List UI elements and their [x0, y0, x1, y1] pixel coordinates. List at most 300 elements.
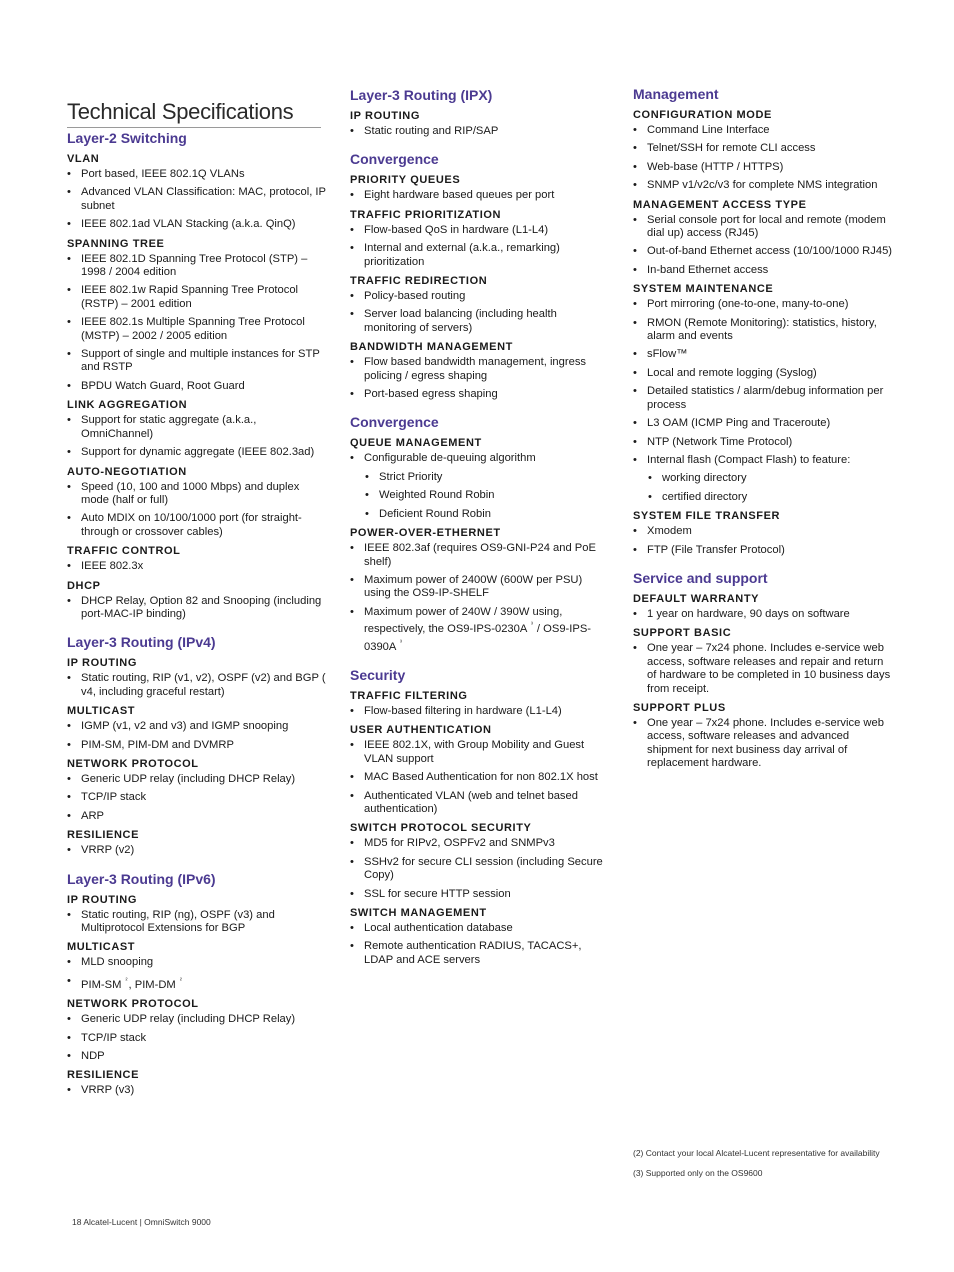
bullet-icon: • — [350, 189, 354, 202]
nested-list-item — [350, 471, 612, 484]
bullet-icon: • — [350, 922, 354, 934]
list-item-text: Authenticated VLAN (web and telnet based authentication) — [364, 789, 578, 815]
list-item — [633, 385, 895, 412]
bullet-icon: • — [350, 739, 354, 752]
bullet-icon: • — [67, 956, 71, 969]
list-item — [67, 284, 329, 311]
spec-group-configuration-mode — [633, 109, 895, 193]
spec-list — [633, 717, 895, 771]
list-item — [350, 790, 612, 817]
bullet-icon: • — [67, 560, 71, 573]
list-item — [350, 542, 612, 569]
list-item — [67, 316, 329, 343]
list-item — [633, 245, 895, 258]
bullet-icon: • — [350, 573, 354, 586]
list-item-text: TCP/IP stack — [81, 1031, 147, 1044]
list-item — [350, 388, 612, 401]
bullet-icon: • — [67, 974, 71, 987]
list-item-text: Configurable de-queuing algorithm — [364, 452, 536, 465]
list-item-text: IEEE 802.1w Rapid Spanning Tree Protocol (RSTP) – 2001 edition — [81, 284, 299, 310]
bullet-icon: • — [350, 855, 354, 868]
list-item-text: SSHv2 for secure CLI session (including Secure Copy) — [364, 855, 603, 882]
spec-group-management-access-type — [633, 199, 895, 278]
subheading: SUPPORT BASIC — [633, 627, 732, 640]
list-item — [67, 481, 329, 508]
list-item — [633, 298, 895, 311]
subheading: VLAN — [67, 153, 100, 165]
list-item-text: Xmodem — [647, 525, 692, 538]
list-item-text: Weighted Round Robin — [379, 489, 495, 502]
spec-column-3 — [633, 86, 895, 784]
list-item-text: Flow based bandwidth management, ingress policing / egress shaping — [364, 356, 587, 382]
section-title: Layer-3 Routing (IPv6) — [67, 870, 216, 887]
list-item-text: TCP/IP stack — [81, 791, 147, 804]
bullet-icon: • — [67, 186, 71, 199]
list-item-text: PIM-SM $^{^2}$, PIM-DM $^{^2}$ — [81, 977, 182, 991]
bullet-icon: • — [67, 512, 71, 525]
spec-group-priority-queues — [350, 174, 612, 202]
spec-group-vlan — [67, 153, 329, 232]
list-item — [350, 308, 612, 335]
list-item — [350, 888, 612, 901]
section-title: Convergence — [350, 151, 439, 168]
bullet-icon: • — [365, 470, 369, 483]
list-item — [67, 1084, 329, 1097]
subheading: POWER-OVER-ETHERNET — [350, 527, 501, 540]
list-item-text: VRRP (v2) — [81, 844, 135, 857]
spec-list — [350, 705, 612, 718]
list-item — [67, 348, 329, 375]
spec-list — [67, 560, 329, 573]
list-item — [67, 168, 329, 181]
list-item-text: Static routing, RIP (ng), OSPF (v3) and Multiprotocol Extensions for BGP — [81, 908, 275, 934]
spec-list — [350, 224, 612, 269]
list-item — [633, 348, 895, 361]
list-item — [67, 414, 329, 441]
list-item-text: IEEE 802.3af (requires OS9-GNI-P24 and PoE shelf) — [364, 542, 596, 568]
bullet-icon: • — [67, 791, 71, 804]
list-item — [67, 956, 329, 969]
bullet-icon: • — [648, 472, 652, 485]
bullet-icon: • — [350, 704, 354, 717]
subheading: IP ROUTING — [67, 893, 137, 906]
section-layer-3-routing-ipx — [350, 87, 612, 138]
section-title: Layer-2 Switching — [67, 130, 187, 146]
bullet-icon: • — [350, 605, 354, 618]
spec-group-ip-routing — [350, 110, 612, 138]
spec-group-ip-routing — [67, 657, 329, 699]
list-item-text: sFlow™ — [647, 348, 688, 361]
bullet-icon: • — [67, 772, 71, 785]
list-item — [67, 739, 329, 752]
subheading: RESILIENCE — [67, 829, 140, 842]
spec-list — [67, 956, 329, 992]
list-item-text: Maximum power of 2400W (600W per PSU) using the OS9-IP-SHELF — [364, 573, 583, 600]
list-item — [67, 975, 329, 992]
spec-group-multicast — [67, 941, 329, 992]
bullet-icon: • — [350, 223, 354, 236]
list-item-text: Static routing, RIP (v1, v2), OSPF (v2) and BGP ( v4, including graceful restart) — [81, 672, 326, 698]
list-item — [350, 224, 612, 237]
list-item-text: MLD snooping — [81, 956, 154, 969]
nested-list-item — [350, 508, 612, 521]
list-item — [633, 608, 895, 621]
spec-group-switch-management — [350, 907, 612, 967]
spec-group-spanning-tree — [67, 238, 329, 394]
list-item — [633, 525, 895, 538]
list-item-text: Strict Priority — [379, 470, 443, 483]
spec-list — [67, 672, 329, 699]
spec-list — [67, 168, 329, 232]
list-item-text: BPDU Watch Guard, Root Guard — [81, 379, 245, 392]
footnote-2: (2) Contact your local Alcatel-Lucent representative for availability — [633, 1148, 880, 1158]
list-item — [67, 810, 329, 823]
bullet-icon: • — [67, 594, 71, 607]
list-item — [633, 454, 895, 467]
list-item-text: Detailed statistics / alarm/debug information per process — [647, 385, 884, 411]
bullet-icon: • — [350, 356, 354, 369]
list-item — [67, 560, 329, 573]
list-item — [67, 773, 329, 786]
list-item-text: Port-based egress shaping — [364, 388, 498, 401]
section-title: Management — [633, 86, 719, 102]
list-item-text: working directory — [662, 472, 747, 485]
list-item-text: Remote authentication RADIUS, TACACS+, LDAP and ACE servers — [364, 940, 582, 966]
spec-list — [67, 414, 329, 459]
bullet-icon: • — [67, 480, 71, 493]
subheading: SYSTEM MAINTENANCE — [633, 283, 774, 296]
spec-list — [350, 189, 612, 202]
list-item-text: Port based, IEEE 802.1Q VLANs — [81, 168, 245, 180]
subheading: AUTO-NEGOTIATION — [67, 465, 187, 478]
list-item — [67, 720, 329, 733]
list-item — [67, 1050, 329, 1063]
bullet-icon: • — [350, 388, 354, 401]
spec-list — [633, 608, 895, 621]
list-item-text: Local and remote logging (Syslog) — [647, 366, 817, 379]
subheading: LINK AGGREGATION — [67, 399, 188, 412]
list-item-text: Speed (10, 100 and 1000 Mbps) and duplex mode (half or full) — [81, 480, 300, 506]
bullet-icon: • — [633, 348, 637, 361]
spec-group-switch-protocol-security — [350, 822, 612, 901]
list-item — [350, 452, 612, 465]
list-item — [633, 179, 895, 192]
list-item-text: Out-of-band Ethernet access (10/100/1000 RJ45) — [647, 245, 893, 258]
list-item — [633, 642, 895, 696]
subheading: CONFIGURATION MODE — [633, 109, 772, 121]
bullet-icon: • — [67, 252, 71, 265]
spec-group-traffic-redirection — [350, 275, 612, 335]
section-title: Layer-3 Routing (IPX) — [350, 87, 493, 103]
bullet-icon: • — [633, 245, 637, 258]
page-footer: 18 Alcatel-Lucent | OmniSwitch 9000 — [72, 1217, 211, 1227]
list-item-text: Serial console port for local and remote (modem dial up) access (RJ45) — [647, 213, 886, 240]
bullet-icon: • — [67, 908, 71, 921]
list-item-text: NTP (Network Time Protocol) — [647, 435, 793, 448]
list-item-text: 1 year on hardware, 90 days on software — [647, 607, 850, 620]
list-item — [350, 242, 612, 269]
section-convergence — [350, 151, 612, 401]
spec-group-system-maintenance — [633, 283, 895, 504]
subheading: SPANNING TREE — [67, 237, 165, 250]
spec-group-network-protocol — [67, 758, 329, 823]
list-item-text: Telnet/SSH for remote CLI access — [647, 142, 816, 155]
spec-list — [67, 253, 329, 394]
spec-list — [67, 844, 329, 857]
spec-group-user-authentication — [350, 724, 612, 816]
list-item-text: FTP (File Transfer Protocol) — [647, 543, 785, 556]
bullet-icon: • — [67, 414, 71, 427]
list-item-text: L3 OAM (ICMP Ping and Traceroute) — [647, 417, 831, 430]
spec-group-auto-negotiation — [67, 466, 329, 540]
bullet-icon: • — [67, 284, 71, 297]
bullet-icon: • — [350, 290, 354, 303]
list-item — [67, 595, 329, 622]
bullet-icon: • — [633, 160, 637, 173]
list-item-text: SNMP v1/v2c/v3 for complete NMS integration — [647, 179, 878, 192]
spec-list — [350, 739, 612, 816]
list-item-text: VRRP (v3) — [81, 1084, 135, 1097]
list-item-text: Internal and external (a.k.a., remarking) prioritization — [364, 242, 560, 268]
bullet-icon: • — [350, 887, 354, 900]
spec-group-support-basic — [633, 627, 895, 696]
section-security — [350, 667, 612, 967]
spec-group-traffic-filtering — [350, 690, 612, 718]
subheading: IP ROUTING — [67, 657, 137, 670]
section-management — [633, 86, 895, 557]
spec-group-support-plus — [633, 702, 895, 771]
section-title: Security — [350, 666, 406, 683]
list-item-text: Support for static aggregate (a.k.a., OmniChannel) — [81, 414, 257, 440]
subheading: TRAFFIC CONTROL — [67, 545, 181, 558]
list-item — [67, 186, 329, 213]
list-item-text: Support of single and multiple instances for STP and RSTP — [81, 348, 320, 374]
spec-group-network-protocol — [67, 998, 329, 1063]
list-item — [633, 161, 895, 174]
bullet-icon: • — [633, 263, 637, 276]
bullet-icon: • — [67, 844, 71, 857]
section-title: Layer-3 Routing (IPv4) — [67, 634, 216, 651]
list-item — [67, 253, 329, 280]
bullet-icon: • — [633, 716, 637, 729]
spec-group-traffic-prioritization — [350, 209, 612, 269]
bullet-icon: • — [67, 1031, 71, 1044]
subheading: TRAFFIC PRIORITIZATION — [350, 208, 502, 221]
subheading: SWITCH PROTOCOL SECURITY — [350, 822, 532, 835]
spec-list — [67, 595, 329, 622]
list-item — [633, 367, 895, 380]
spec-list — [350, 452, 612, 521]
bullet-icon: • — [67, 672, 71, 685]
bullet-icon: • — [350, 940, 354, 953]
bullet-icon: • — [633, 525, 637, 538]
bullet-icon: • — [67, 348, 71, 361]
subheading: MANAGEMENT ACCESS TYPE — [633, 198, 807, 211]
list-item-text: Server load balancing (including health monitoring of servers) — [364, 308, 557, 334]
list-item — [67, 844, 329, 857]
spec-list — [67, 909, 329, 936]
bullet-icon: • — [67, 316, 71, 329]
footnote-3: (3) Supported only on the OS9600 — [633, 1168, 763, 1178]
list-item-text: Command Line Interface — [647, 124, 770, 136]
list-item — [633, 124, 895, 137]
spec-group-resilience — [67, 1069, 329, 1097]
list-item-text: Static routing and RIP/SAP — [364, 125, 499, 137]
list-item — [350, 739, 612, 766]
bullet-icon: • — [67, 168, 71, 180]
spec-group-default-warranty — [633, 593, 895, 621]
list-item-text: Port mirroring (one-to-one, many-to-one) — [647, 298, 849, 311]
spec-list — [67, 720, 329, 752]
spec-list — [67, 1013, 329, 1063]
list-item — [633, 717, 895, 771]
bullet-icon: • — [67, 1084, 71, 1097]
bullet-icon: • — [633, 642, 637, 655]
list-item-text: Support for dynamic aggregate (IEEE 802.3ad) — [81, 446, 315, 459]
list-item-text: SSL for secure HTTP session — [364, 887, 511, 900]
list-item — [67, 1032, 329, 1045]
section-title: Convergence — [350, 414, 439, 431]
list-item-text: Auto MDIX on 10/100/1000 port (for straight-through or crossover cables) — [81, 512, 302, 538]
list-item — [633, 142, 895, 155]
spec-list — [350, 356, 612, 401]
nested-list-item — [633, 491, 895, 504]
subheading: RESILIENCE — [67, 1069, 140, 1082]
bullet-icon: • — [365, 507, 369, 520]
list-item — [350, 574, 612, 601]
list-item — [633, 264, 895, 277]
bullet-icon: • — [633, 124, 637, 136]
list-item-text: One year – 7x24 phone. Includes e-service web access, software releases and advanced shipment for next business day arrival of replacement hardware. — [647, 716, 884, 770]
subheading: IP ROUTING — [350, 110, 420, 122]
spec-list — [350, 290, 612, 335]
spec-list — [350, 922, 612, 967]
list-item — [350, 771, 612, 784]
subheading: TRAFFIC REDIRECTION — [350, 275, 488, 288]
bullet-icon: • — [350, 771, 354, 784]
page-title: Technical Specifications — [67, 99, 321, 128]
bullet-icon: • — [350, 125, 354, 137]
bullet-icon: • — [350, 542, 354, 555]
list-item-text: ARP — [81, 809, 105, 822]
bullet-icon: • — [350, 452, 354, 465]
list-item — [350, 922, 612, 935]
list-item — [633, 317, 895, 344]
list-item — [67, 1013, 329, 1026]
list-item — [633, 436, 895, 449]
list-item-text: IEEE 802.1ad VLAN Stacking (a.k.a. QinQ) — [81, 218, 296, 231]
bullet-icon: • — [633, 417, 637, 430]
bullet-icon: • — [633, 213, 637, 226]
list-item-text: IEEE 802.3x — [81, 560, 144, 573]
list-item — [633, 417, 895, 430]
section-convergence — [350, 414, 612, 653]
bullet-icon: • — [67, 720, 71, 733]
subheading: SYSTEM FILE TRANSFER — [633, 510, 781, 523]
subheading: BANDWIDTH MANAGEMENT — [350, 341, 513, 354]
bullet-icon: • — [67, 809, 71, 822]
footnotes — [633, 1148, 933, 1188]
list-item — [67, 672, 329, 699]
list-item-text: Flow-based filtering in hardware (L1-L4) — [364, 704, 562, 717]
list-item-text: IEEE 802.1X, with Group Mobility and Guest VLAN support — [364, 739, 585, 765]
subheading: NETWORK PROTOCOL — [67, 998, 199, 1011]
subheading: MULTICAST — [67, 705, 136, 718]
spec-group-system-file-transfer — [633, 510, 895, 557]
list-item-text: Policy-based routing — [364, 290, 466, 303]
list-item-text: In-band Ethernet access — [647, 263, 769, 276]
list-item-text: MAC Based Authentication for non 802.1X host — [364, 771, 598, 784]
bullet-icon: • — [67, 446, 71, 459]
list-item-text: MD5 for RIPv2, OSPFv2 and SNMPv3 — [364, 837, 555, 850]
list-item — [350, 356, 612, 383]
list-item-text: Deficient Round Robin — [379, 507, 491, 520]
bullet-icon: • — [633, 435, 637, 448]
list-item-text: Local authentication database — [364, 922, 513, 934]
list-item — [350, 290, 612, 303]
bullet-icon: • — [633, 607, 637, 620]
list-item-text: PIM-SM, PIM-DM and DVMRP — [81, 738, 234, 751]
list-item — [67, 380, 329, 393]
list-item — [67, 218, 329, 231]
list-item-text: Advanced VLAN Classification: MAC, protocol, IP subnet — [81, 186, 326, 212]
list-item — [633, 214, 895, 241]
spec-list — [633, 214, 895, 278]
subheading: QUEUE MANAGEMENT — [350, 437, 482, 450]
bullet-icon: • — [633, 316, 637, 329]
spec-group-multicast — [67, 705, 329, 752]
bullet-icon: • — [633, 142, 637, 155]
bullet-icon: • — [350, 837, 354, 850]
spec-list — [633, 525, 895, 557]
spec-group-bandwidth-management — [350, 341, 612, 401]
list-item-text: IGMP (v1, v2 and v3) and IGMP snooping — [81, 720, 289, 733]
list-item-text: Flow-based QoS in hardware (L1-L4) — [364, 223, 549, 236]
list-item — [350, 837, 612, 850]
list-item-text: RMON (Remote Monitoring): statistics, history, alarm and events — [647, 316, 877, 343]
bullet-icon: • — [365, 489, 369, 502]
spec-list — [350, 837, 612, 901]
subheading: NETWORK PROTOCOL — [67, 757, 199, 770]
list-item — [350, 189, 612, 202]
bullet-icon: • — [67, 738, 71, 751]
list-item-text: IEEE 802.1D Spanning Tree Protocol (STP) – 1998 / 2004 edition — [81, 252, 308, 279]
list-item — [67, 791, 329, 804]
subheading: DEFAULT WARRANTY — [633, 592, 760, 605]
bullet-icon: • — [67, 218, 71, 231]
subheading: SWITCH MANAGEMENT — [350, 907, 487, 919]
bullet-icon: • — [633, 385, 637, 398]
spec-column-1 — [67, 130, 329, 1111]
section-title: Service and support — [633, 569, 768, 586]
bullet-icon: • — [633, 179, 637, 192]
subheading: DHCP — [67, 579, 101, 592]
bullet-icon: • — [633, 298, 637, 311]
list-item-text: One year – 7x24 phone. Includes e-service web access, software releases and repair and return of hardware to be completed in 10 business days from receipt. — [647, 642, 891, 695]
subheading: PRIORITY QUEUES — [350, 174, 461, 187]
list-item-text: Internal flash (Compact Flash) to feature: — [647, 453, 851, 466]
list-item-text: Generic UDP relay (including DHCP Relay) — [81, 772, 296, 785]
list-item-text: Eight hardware based queues per port — [364, 189, 555, 202]
spec-list — [350, 542, 612, 654]
list-item-text: Generic UDP relay (including DHCP Relay) — [81, 1013, 296, 1026]
spec-list — [67, 773, 329, 823]
bullet-icon: • — [67, 1013, 71, 1026]
bullet-icon: • — [648, 490, 652, 503]
list-item-text: certified directory — [662, 490, 748, 503]
spec-group-power-over-ethernet — [350, 527, 612, 654]
subheading: MULTICAST — [67, 941, 136, 954]
